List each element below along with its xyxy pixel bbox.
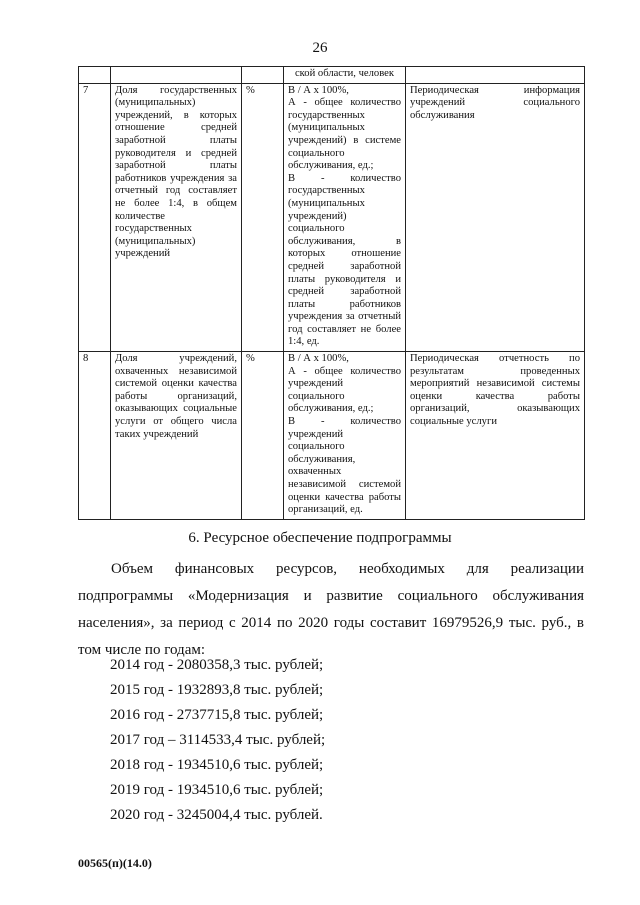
list-item: 2014 год - 2080358,3 тыс. рублей;: [110, 657, 324, 673]
formula-line: В - количество государственных (муниципальных учреждений) социального обслуживания, в которых отношение средней заработной платы руководителя и средней заработной платы работников учреждения за отчетный год составляет не более 1:4, ед.: [288, 172, 401, 348]
formula-line: А - общее количество учреждений социального обслуживания, ед.;: [288, 365, 401, 415]
formula-cell: [284, 83, 406, 351]
indicators-table: [78, 66, 585, 520]
continuation-cell: ской области, человек: [284, 67, 406, 84]
table-row-continuation: [79, 67, 585, 84]
section-heading: 6. Ресурсное обеспечение подпрограммы: [188, 530, 452, 546]
unit-cell: %: [242, 352, 284, 520]
formula-line: В / А х 100%,: [288, 353, 349, 365]
unit-cell: %: [242, 83, 284, 351]
formula-line: А - общее количество государственных (муниципальных учреждений) в системе социального обслуживания, ед.;: [288, 97, 401, 172]
list-item: 2020 год - 3245004,4 тыс. рублей.: [110, 807, 323, 823]
list-item: 2015 год - 1932893,8 тыс. рублей;: [110, 682, 324, 698]
formula-line: В / А х 100%,: [288, 84, 349, 96]
row-number: 7: [79, 83, 111, 351]
list-item: 2018 год - 1934510,6 тыс. рублей;: [110, 757, 324, 773]
indicator-name: Доля учреждений, охваченных независимой системой оценки качества работы организаций, оказывающих социальные услуги от общего числа таких учреждений: [111, 352, 242, 520]
indicator-name: Доля государственных (муниципальных) учреждений, в которых отношение средней заработной платы руководителя и средней заработной платы работников учреждения за отчетный год составляет не более 1:4, в общем количестве государственных (муниципальных) учреждений: [111, 83, 242, 351]
document-code: 00565(п)(14.0): [78, 856, 152, 870]
funding-paragraph: Объем финансовых ресурсов, необходимых для реализации подпрограммы «Модернизация и развитие социального обслуживания населения», за период с 2014 по 2020 годы составит 16979526,9 тыс. руб., в том числе по годам:: [78, 561, 584, 658]
table-row: [79, 352, 585, 520]
formula-cell: [284, 352, 406, 520]
list-item: 2017 год – 3114533,4 тыс. рублей;: [110, 732, 326, 748]
row-number: 8: [79, 352, 111, 520]
funding-by-year-list: [110, 653, 325, 828]
list-item: 2019 год - 1934510,6 тыс. рублей;: [110, 782, 324, 798]
list-item: 2016 год - 2737715,8 тыс. рублей;: [110, 707, 324, 723]
formula-line: В - количество учреждений социального обслуживания, охваченных независимой системой оценки качества работы организаций, ед.: [288, 416, 401, 516]
page-number: 26: [312, 40, 328, 56]
table-row: [79, 83, 585, 351]
method-cell: Периодическая отчетность по результатам проведенных мероприятий независимой системы оценки качества работы организаций, оказывающих социальные услуги: [406, 352, 585, 520]
method-cell: Периодическая информация учреждений социального обслуживания: [406, 83, 585, 351]
